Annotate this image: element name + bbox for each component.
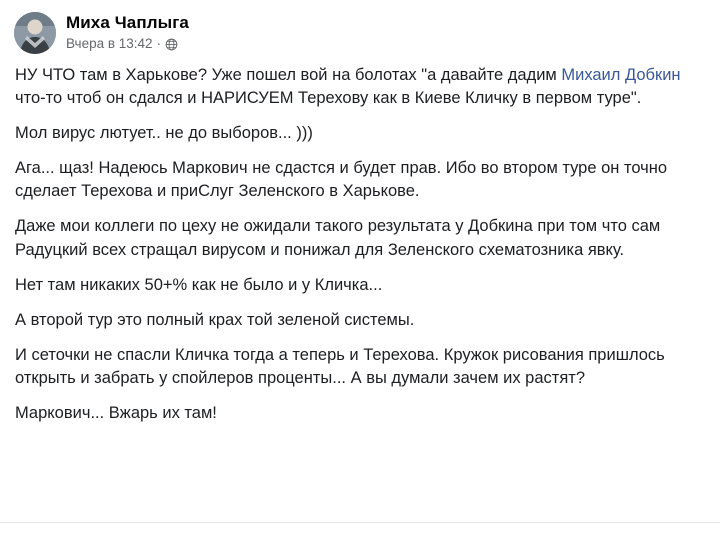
paragraph-text: И сеточки не спасли Кличка тогда а теперь и Терехова. Кружок рисования пришлось открыть и забрать у спойлеров проценты... А вы думали зачем их растят? [15,345,665,387]
mention-link[interactable]: Михаил Добкин [561,66,681,84]
post-paragraph [15,215,705,261]
post-meta [66,36,189,52]
post-bottom-divider [0,522,720,537]
post-paragraph [15,274,705,297]
paragraph-text: Маркович... Вжарь их там! [15,404,217,423]
post-paragraph [15,344,705,390]
author-name[interactable]: Миха Чаплыга [66,13,189,32]
post-paragraph [15,64,705,110]
post-paragraph [15,157,705,203]
post-timestamp[interactable]: Вчера в 13:42 [66,36,153,51]
globe-icon[interactable] [165,38,178,51]
meta-separator: · [156,36,162,51]
post-header [14,10,706,64]
paragraph-text: Мол вирус лютует.. не до выборов... ))) [15,124,313,143]
paragraph-text: Даже мои коллеги по цеху не ожидали такого результата у Добкина при том что сам Радуцкий всех стращал вирусом и понижал для Зеленского схематозника явку. [15,217,661,259]
post-paragraph [15,122,705,145]
paragraph-text: Нет там никаких 50+% как не было и у Кличка... [15,275,383,294]
post-body [14,64,706,425]
paragraph-text: А второй тур это полный крах той зеленой системы. [15,310,415,329]
post-header-text [66,12,189,52]
paragraph-text: что-то чтоб он сдался и НАРИСУЕМ Терехову как в Киеве Кличку в первом туре". [15,89,642,108]
post-paragraph [15,309,705,332]
post-paragraph [15,402,705,425]
paragraph-text: НУ ЧТО там в Харькове? Уже пошел вой на болотах "а давайте дадим [15,66,562,84]
paragraph-text: Ага... щаз! Надеюсь Маркович не сдастся и будет прав. Ибо во втором туре он точно сделает Терехова и приСлуг Зеленского в Харькове. [15,159,668,201]
avatar[interactable] [14,12,56,54]
